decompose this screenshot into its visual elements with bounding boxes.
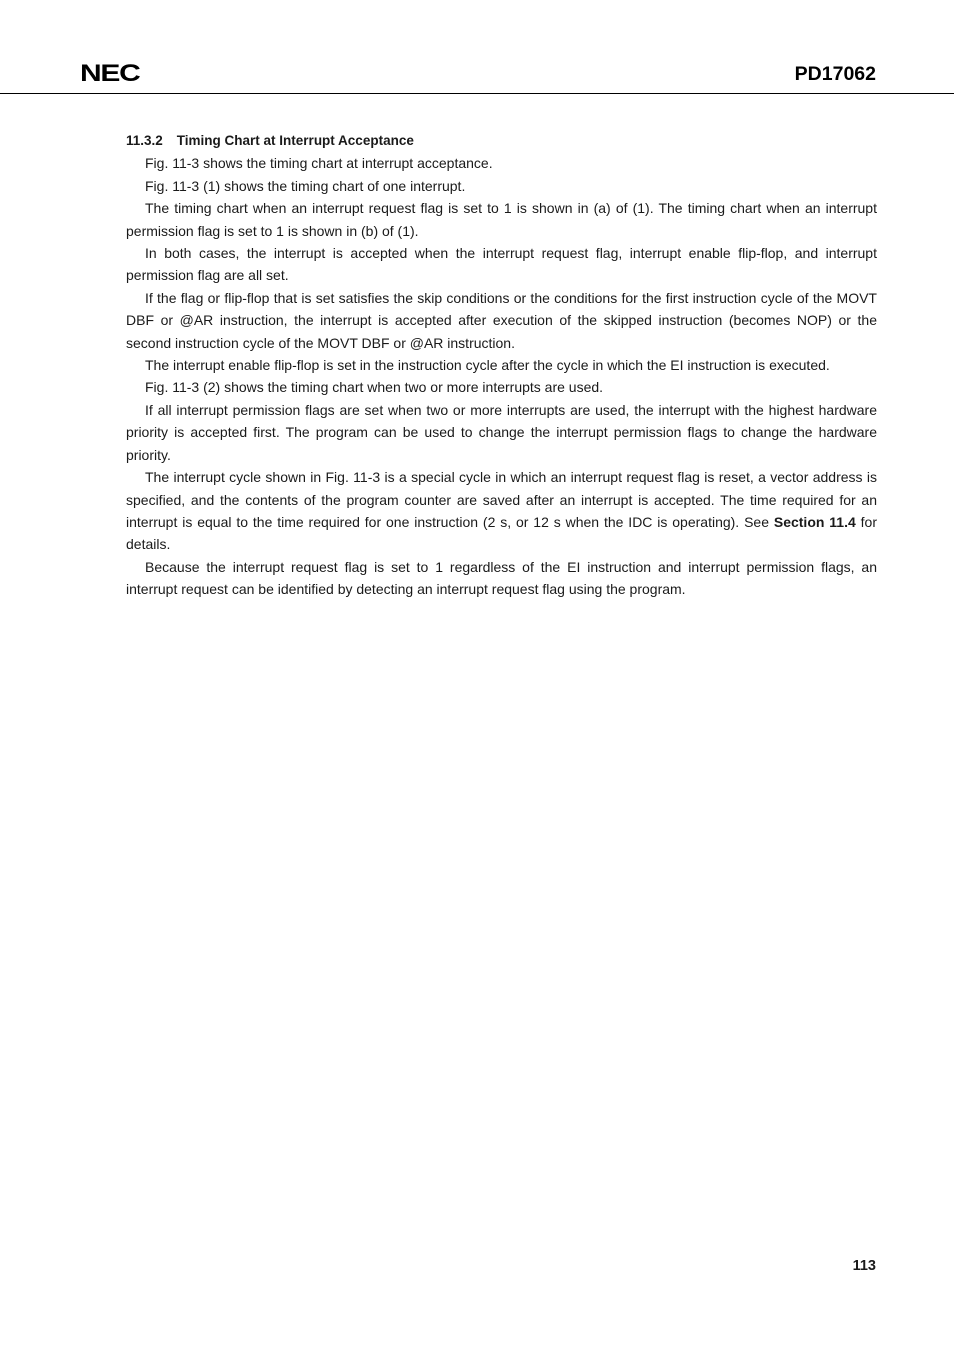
- page-number: 113: [852, 1258, 876, 1274]
- paragraph: In both cases, the interrupt is accepted when the interrupt request flag, interrupt enable flip-flop, and interrupt permission flag are all set.: [126, 245, 877, 284]
- section-number: 11.3.2: [126, 133, 163, 148]
- section-heading: [126, 130, 877, 152]
- document-id: PD17062: [794, 63, 876, 85]
- paragraph: Fig. 11-3 (1) shows the timing chart of one interrupt.: [145, 177, 466, 194]
- paragraph: Fig. 11-3 (2) shows the timing chart when two or more interrupts are used.: [145, 379, 604, 396]
- paragraph: Fig. 11-3 shows the timing chart at interrupt acceptance.: [145, 155, 493, 172]
- paragraph: Because the interrupt request flag is set to 1 regardless of the EI instruction and interrupt permission flags, an interrupt request can be identified by detecting an interrupt request flag using the program.: [126, 558, 877, 598]
- paragraph: If all interrupt permission flags are set when two or more interrupts are used, the interrupt with the highest hardware priority is accepted first. The program can be used to change the interrupt permission flags to change the hardware priority.: [126, 401, 877, 463]
- section-reference: Section 11.4: [773, 513, 856, 530]
- paragraph: The timing chart when an interrupt request flag is set to 1 is shown in (a) of (1). The timing chart when an interrupt permission flag is set to 1 is shown in (b) of (1).: [126, 200, 877, 239]
- header-rule: [0, 93, 954, 94]
- page-content: [126, 130, 877, 601]
- paragraph-text: for details.: [126, 513, 877, 553]
- paragraph-with-reference: [126, 466, 877, 556]
- section-title: Timing Chart at Interrupt Acceptance: [176, 133, 414, 148]
- paragraph: If the flag or flip-flop that is set satisfies the skip conditions or the conditions for the first instruction cycle of the MOVT DBF or @AR instruction, the interrupt is accepted after execution of the skipped instruction (becomes NOP) or the second instruction cycle of the MOVT DBF or @AR instruction.: [126, 289, 877, 351]
- paragraph: The interrupt enable flip-flop is set in the instruction cycle after the cycle in which the EI instruction is executed.: [145, 357, 830, 374]
- nec-logo: NEC: [80, 60, 140, 87]
- paragraph-text: The interrupt cycle shown in Fig. 11-3 is a special cycle in which an interrupt request flag is reset, a vector address is specified, and the contents of the program counter are saved after an interrupt is accepted. The time required for an interrupt is equal to the time required for one instruction (2 s, or 12 s when the IDC is operating). See: [126, 469, 877, 530]
